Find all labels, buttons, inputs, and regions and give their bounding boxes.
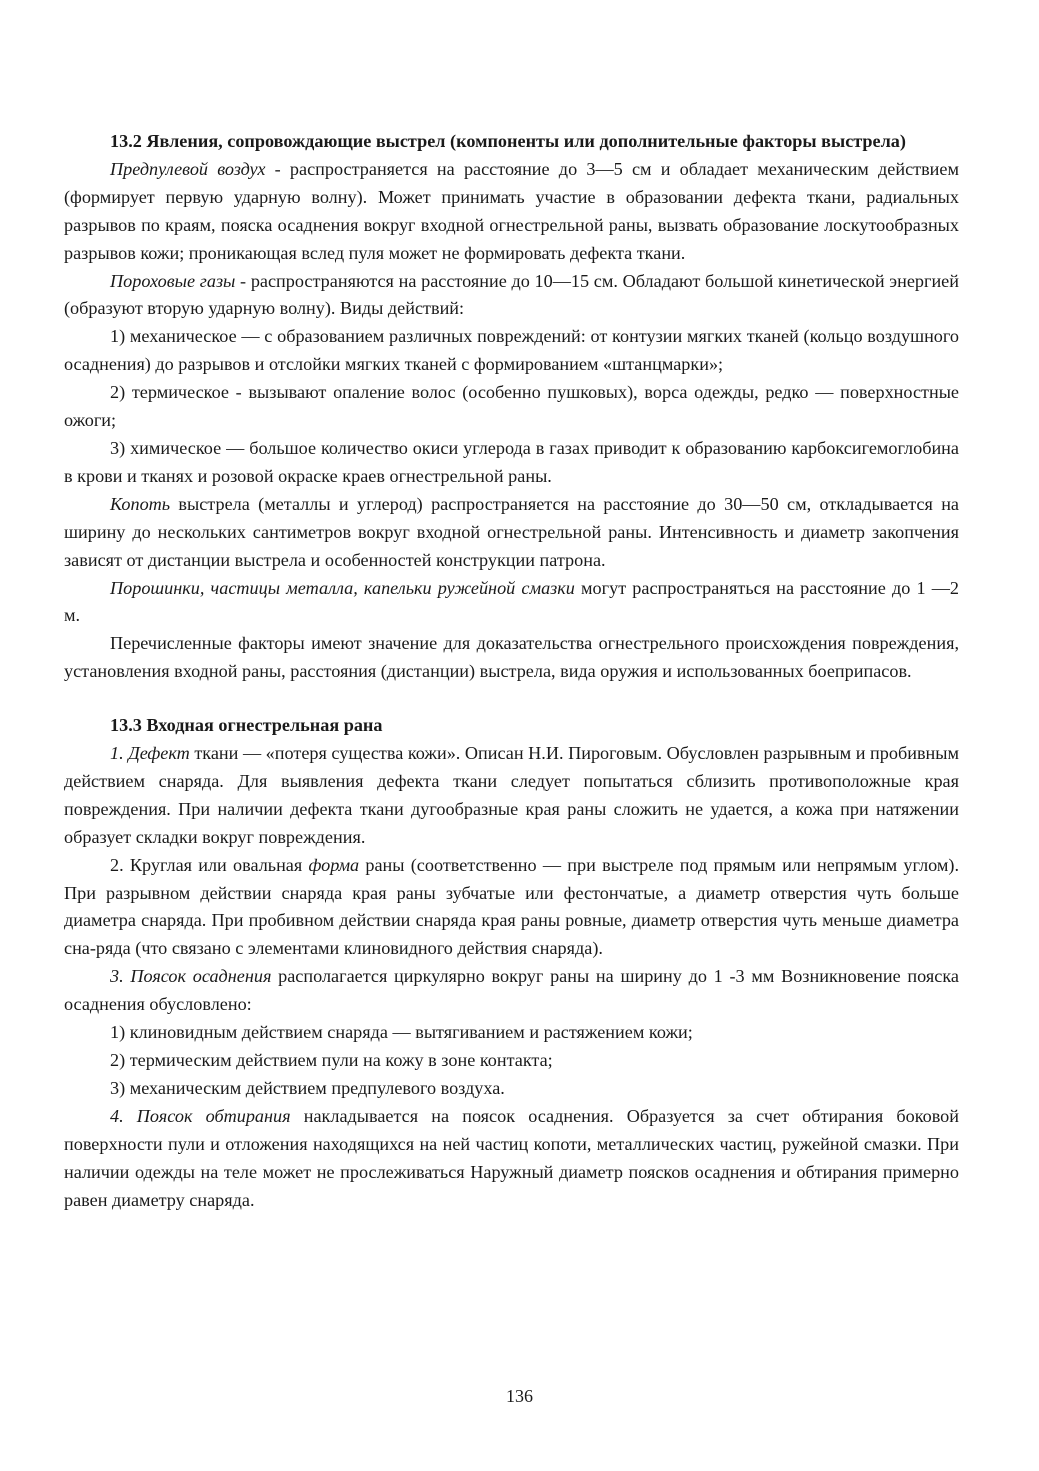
paragraph-text: ткани — «потеря существа кожи». Описан Н.И. Пироговым. Обусловлен разрывным и пробивным действием снаряда. Для выявления дефекта ткани следует попытаться сблизить противоположные края повреждения. При наличии дефекта ткани дугообразные края раны сложить не удается, а кожа при натяжении образует складки вокруг повреждения. <box>64 743 959 847</box>
paragraph-text: накладывается на поясок осаднения. Образуется за счет обтирания боковой поверхности пули и отложения находящихся на ней частиц копоти, металлических частиц, ружейной смазки. При наличии одежды на теле может не прослеживаться Наружный диаметр поясков осаднения и обтирания примерно равен диаметру снаряда. <box>64 1105 959 1210</box>
section-13-3-heading: 13.3 Входная огнестрельная рана <box>110 715 383 736</box>
paragraph-text: - распространяются на расстояние до 10—15 см. Обладают большой кинетической энергией (образуют вторую ударную волну). Виды действий: <box>64 270 959 319</box>
list-item-mechanical-action: 3) механическим действием предпулевого воздуха. <box>110 1077 505 1098</box>
term-abrasion-ring: 3. Поясок осаднения <box>110 966 272 987</box>
paragraph-text: 2. Круглая или овальная <box>110 854 309 875</box>
paragraph-defect <box>64 740 959 852</box>
term-soot: Копоть <box>110 493 171 514</box>
list-item-thermal-action: 2) термическим действием пули на кожу в зоне контакта; <box>110 1050 553 1070</box>
term-shape: форма <box>308 854 360 875</box>
paragraph-text: могут распространяться на расстояние до 1 —2 м. <box>64 577 959 626</box>
list-item-mechanical: 1) механическое — с образованием различных повреждений: от контузии мягких тканей (кольцо воздушного осаднения) до разрывов и отслойки мягких тканей с формированием «штанцмарки»; <box>64 326 959 375</box>
list-item-thermal: 2) термическое - вызывают опаление волос (особенно пушковых), ворса одежды, редко — поверхностные ожоги; <box>64 382 959 431</box>
paragraph-text: выстрела (металлы и углерод) распространяется на расстояние до 30—50 см, откладывается на ширину до нескольких сантиметров вокруг входной огнестрельной раны. Интенсивность и диаметр закопчения зависят от дистанции выстрела и особенностей конструкции патрона. <box>64 493 959 570</box>
paragraph-abrasion-ring <box>64 963 959 1019</box>
term-defect: 1. Дефект <box>110 743 190 764</box>
paragraph-particles <box>64 575 959 631</box>
term-prebullet-air: Предпулевой воздух <box>110 158 266 179</box>
paragraph-wiping-ring <box>64 1103 959 1215</box>
paragraph-shape <box>64 852 959 964</box>
paragraph-text: раны (соответственно — при выстреле под прямым или непрямым углом). При разрывном действии снаряда края раны зубчатые или фестончатые, а диаметр отверстия чуть больше диаметра снаряда. При пробивном действии снаряда края раны ровные, диаметр отверстия чуть меньше диаметра сна-ряда (что связано с элементами клиновидного действия снаряда). <box>64 854 960 959</box>
section-gap <box>64 686 959 712</box>
paragraph-soot <box>64 491 959 575</box>
list-item-chemical: 3) химическое — большое количество окиси углерода в газах приводит к образованию карбоксигемоглобина в крови и тканях и розовой окраске краев огнестрельной раны. <box>64 437 959 486</box>
paragraph-powder-gases <box>64 268 959 324</box>
term-powder-gases: Пороховые газы <box>110 270 236 291</box>
paragraph-text: располагается циркулярно вокруг раны на ширину до 1 -3 мм Возникновение пояска осаднения обусловлено: <box>64 966 959 1015</box>
page-number: 136 <box>506 1386 533 1406</box>
section-13-2-heading: 13.2 Явления, сопровождающие выстрел (компоненты или дополнительные факторы выстрела) <box>110 131 906 151</box>
page-body <box>64 128 959 1214</box>
paragraph-text: - распространяется на расстояние до 3—5 см и обладает механическим действием (формирует первую ударную волну). Может принимать участие в образовании дефекта ткани, радиальных разрывов по краям, пояска осаднения вокруг входной огнестрельной раны, вызвать образование лоскутообразных разрывов кожи; проникающая вслед пуля может не формировать дефекта ткани. <box>64 158 959 263</box>
term-wiping-ring: 4. Поясок обтирания <box>110 1105 291 1126</box>
paragraph-prebullet-air <box>64 156 959 268</box>
paragraph-factors-summary: Перечисленные факторы имеют значение для доказательства огнестрельного происхождения повреждения, установления входной раны, расстояния (дистанции) выстрела, вида оружия и использованных боеприпасов. <box>64 633 959 682</box>
list-item-wedge-action: 1) клиновидным действием снаряда — вытягиванием и растяжением кожи; <box>110 1022 693 1043</box>
term-particles: Порошинки, частицы металла, капельки ружейной смазки <box>110 577 575 598</box>
